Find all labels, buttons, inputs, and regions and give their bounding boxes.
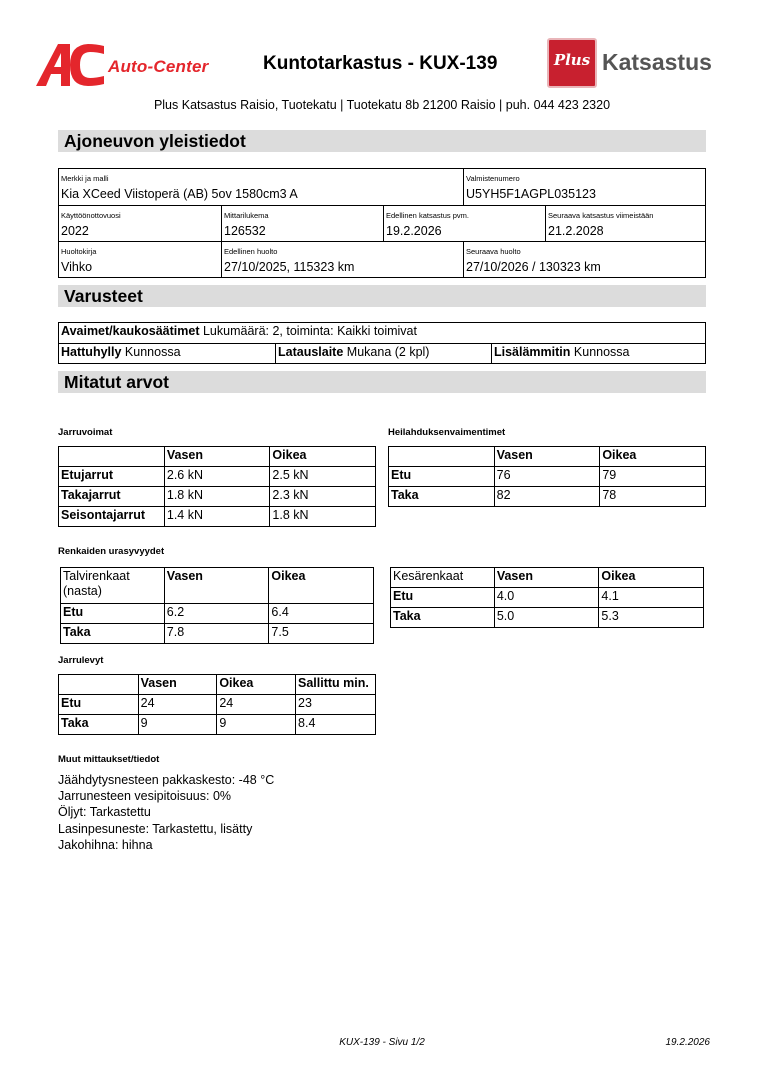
page-title: Kuntotarkastus - KUX-139 — [263, 53, 498, 74]
next-service-label: Seuraava huolto — [466, 247, 521, 256]
odometer-label: Mittarilukema — [224, 211, 269, 220]
other-title: Muut mittaukset/tiedot — [58, 754, 160, 765]
row-label: Etujarrut — [59, 467, 165, 487]
shocks-title: Heilahduksenvaimentimet — [388, 427, 506, 438]
header-cell-empty — [59, 447, 165, 467]
value-left: 1.4 kN — [164, 507, 270, 527]
row-label: Etu — [61, 604, 165, 624]
header-cell-left: Vasen — [164, 447, 270, 467]
header-cell-tire-type: Talvirenkaat (nasta) — [61, 568, 165, 604]
row-label: Taka — [59, 715, 139, 735]
value-right: 78 — [600, 487, 706, 507]
value-right: 5.3 — [599, 608, 704, 628]
table-header-row — [389, 447, 706, 467]
info-row — [59, 169, 705, 205]
make-model-cell — [59, 169, 463, 205]
parcel-shelf-value: Kunnossa — [124, 345, 181, 359]
vin-cell — [463, 169, 704, 205]
table-row — [59, 467, 376, 487]
info-row — [59, 241, 705, 277]
last-inspection-cell — [383, 206, 545, 241]
auto-center-logo-text: Auto-Center — [108, 57, 209, 76]
equipment-row — [59, 343, 705, 363]
value-right: 79 — [600, 467, 706, 487]
next-service-value: 27/10/2026 / 130323 km — [466, 260, 601, 274]
service-book-label: Huoltokirja — [61, 247, 97, 256]
list-item: Jäähdytysnesteen pakkaskesto: -48 °C — [58, 773, 275, 787]
section-heading-equipment — [58, 285, 706, 307]
value-min: 8.4 — [296, 715, 376, 735]
winter-tires-table — [60, 567, 374, 644]
discs-title: Jarrulevyt — [58, 655, 104, 666]
heater-value: Kunnossa — [573, 345, 630, 359]
header-cell-min: Sallittu min. — [296, 675, 376, 695]
value-left: 24 — [138, 695, 217, 715]
row-label: Etu — [389, 467, 495, 487]
make-model-label: Merkki ja malli — [61, 174, 109, 183]
row-label: Etu — [391, 588, 495, 608]
value-left: 5.0 — [494, 608, 599, 628]
plus-katsastus-logo — [547, 38, 729, 88]
value-left: 1.8 kN — [164, 487, 270, 507]
table-header-row — [59, 675, 376, 695]
keys-label: Avaimet/kaukosäätimet — [61, 324, 200, 338]
section-heading-text: Varusteet — [64, 286, 143, 306]
brakes-table — [58, 446, 376, 527]
table-row — [59, 695, 376, 715]
station-address: Plus Katsastus Raisio, Tuotekatu | Tuotekatu 8b 21200 Raisio | puh. 044 423 2320 — [153, 98, 611, 112]
heater-label: Lisälämmitin — [494, 345, 571, 359]
table-row — [391, 588, 704, 608]
next-service-cell — [463, 242, 704, 277]
summer-tires-table — [390, 567, 704, 628]
row-label: Etu — [59, 695, 139, 715]
table-header-row — [391, 568, 704, 588]
tread-title: Renkaiden urasyvyydet — [58, 546, 165, 557]
value-right: 4.1 — [599, 588, 704, 608]
row-label: Takajarrut — [59, 487, 165, 507]
value-right: 24 — [217, 695, 296, 715]
table-row — [61, 604, 374, 624]
parcel-shelf-label: Hattuhylly — [61, 345, 122, 359]
header-cell-right: Oikea — [599, 568, 704, 588]
first-use-label: Käyttöönottovuosi — [61, 211, 121, 220]
header-cell-empty — [389, 447, 495, 467]
table-row — [389, 487, 706, 507]
value-left: 9 — [138, 715, 217, 735]
make-model-value: Kia XCeed Viistoperä (AB) 5ov 1580cm3 A — [61, 187, 298, 201]
header-cell-empty — [59, 675, 139, 695]
header-cell-right: Oikea — [269, 568, 374, 604]
header-cell-tire-type: Kesärenkaat — [391, 568, 495, 588]
list-item: Jarrunesteen vesipitoisuus: 0% — [58, 789, 232, 804]
section-heading-measurements — [58, 371, 706, 393]
shocks-table — [388, 446, 706, 507]
value-left: 2.6 kN — [164, 467, 270, 487]
plus-logo-word: Plus — [553, 51, 591, 69]
first-use-cell — [59, 206, 221, 241]
value-right: 6.4 — [269, 604, 374, 624]
table-row — [61, 624, 374, 644]
last-service-value: 27/10/2025, 115323 km — [224, 260, 355, 274]
value-right: 9 — [217, 715, 296, 735]
row-label: Taka — [61, 624, 165, 644]
header-cell-left: Vasen — [138, 675, 217, 695]
keys-cell — [59, 323, 704, 343]
other-measurements-list — [58, 772, 274, 853]
first-use-value: 2022 — [61, 224, 89, 238]
list-item: Jakohihna: hihna — [58, 837, 153, 852]
keys-value: Lukumäärä: 2, toiminta: Kaikki toimivat — [202, 324, 417, 338]
value-right: 7.5 — [269, 624, 374, 644]
footer-date: 19.2.2026 — [665, 1037, 710, 1048]
value-left: 82 — [494, 487, 600, 507]
table-row — [59, 487, 376, 507]
section-heading-text: Mitatut arvot — [64, 372, 169, 392]
list-item: Öljyt: Tarkastettu — [58, 805, 151, 820]
section-heading-vehicle — [58, 130, 706, 152]
service-book-cell — [59, 242, 221, 277]
list-item: Lasinpesuneste: Tarkastettu, lisätty — [58, 821, 253, 836]
header-cell-left: Vasen — [494, 447, 600, 467]
value-left: 7.8 — [164, 624, 269, 644]
row-label: Taka — [389, 487, 495, 507]
vehicle-info-grid — [58, 168, 706, 278]
last-service-cell — [221, 242, 463, 277]
heater-cell — [491, 344, 704, 363]
auto-center-logo — [36, 44, 222, 86]
last-inspection-label: Edellinen katsastus pvm. — [386, 211, 469, 220]
row-label: Taka — [391, 608, 495, 628]
equipment-row — [59, 323, 705, 343]
table-header-row — [61, 568, 374, 604]
header-cell-right: Oikea — [217, 675, 296, 695]
charger-cell — [275, 344, 491, 363]
brake-discs-table — [58, 674, 376, 735]
header-cell-left: Vasen — [164, 568, 269, 604]
vin-value: U5YH5F1AGPL035123 — [466, 187, 596, 201]
header-cell-right: Oikea — [600, 447, 706, 467]
next-inspection-cell — [545, 206, 704, 241]
auto-center-logo-mark — [36, 44, 106, 86]
info-row — [59, 205, 705, 241]
last-service-label: Edellinen huolto — [224, 247, 278, 256]
odometer-cell — [221, 206, 383, 241]
table-row — [59, 715, 376, 735]
value-left: 76 — [494, 467, 600, 487]
vin-label: Valmistenumero — [466, 174, 520, 183]
page-number: KUX-139 - Sivu 1/2 — [339, 1037, 425, 1048]
value-right: 1.8 kN — [270, 507, 376, 527]
document-header — [0, 0, 764, 130]
odometer-value: 126532 — [224, 224, 266, 238]
value-min: 23 — [296, 695, 376, 715]
next-inspection-label: Seuraava katsastus viimeistään — [548, 211, 654, 220]
service-book-value: Vihko — [61, 260, 93, 274]
next-inspection-value: 21.2.2028 — [548, 224, 604, 238]
katsastus-logo-word: Katsastus — [602, 49, 712, 75]
brakes-title: Jarruvoimat — [58, 427, 113, 438]
row-label: Seisontajarrut — [59, 507, 165, 527]
header-cell-right: Oikea — [270, 447, 376, 467]
value-right: 2.5 kN — [270, 467, 376, 487]
value-left: 6.2 — [164, 604, 269, 624]
last-inspection-value: 19.2.2026 — [386, 224, 442, 238]
table-row — [391, 608, 704, 628]
value-left: 4.0 — [494, 588, 599, 608]
charger-value: Mukana (2 kpl) — [346, 345, 430, 359]
value-right: 2.3 kN — [270, 487, 376, 507]
table-header-row — [59, 447, 376, 467]
charger-label: Latauslaite — [278, 345, 344, 359]
table-row — [59, 507, 376, 527]
header-cell-left: Vasen — [494, 568, 599, 588]
table-row — [389, 467, 706, 487]
section-heading-text: Ajoneuvon yleistiedot — [64, 131, 246, 151]
equipment-table — [58, 322, 706, 364]
parcel-shelf-cell — [59, 344, 275, 363]
